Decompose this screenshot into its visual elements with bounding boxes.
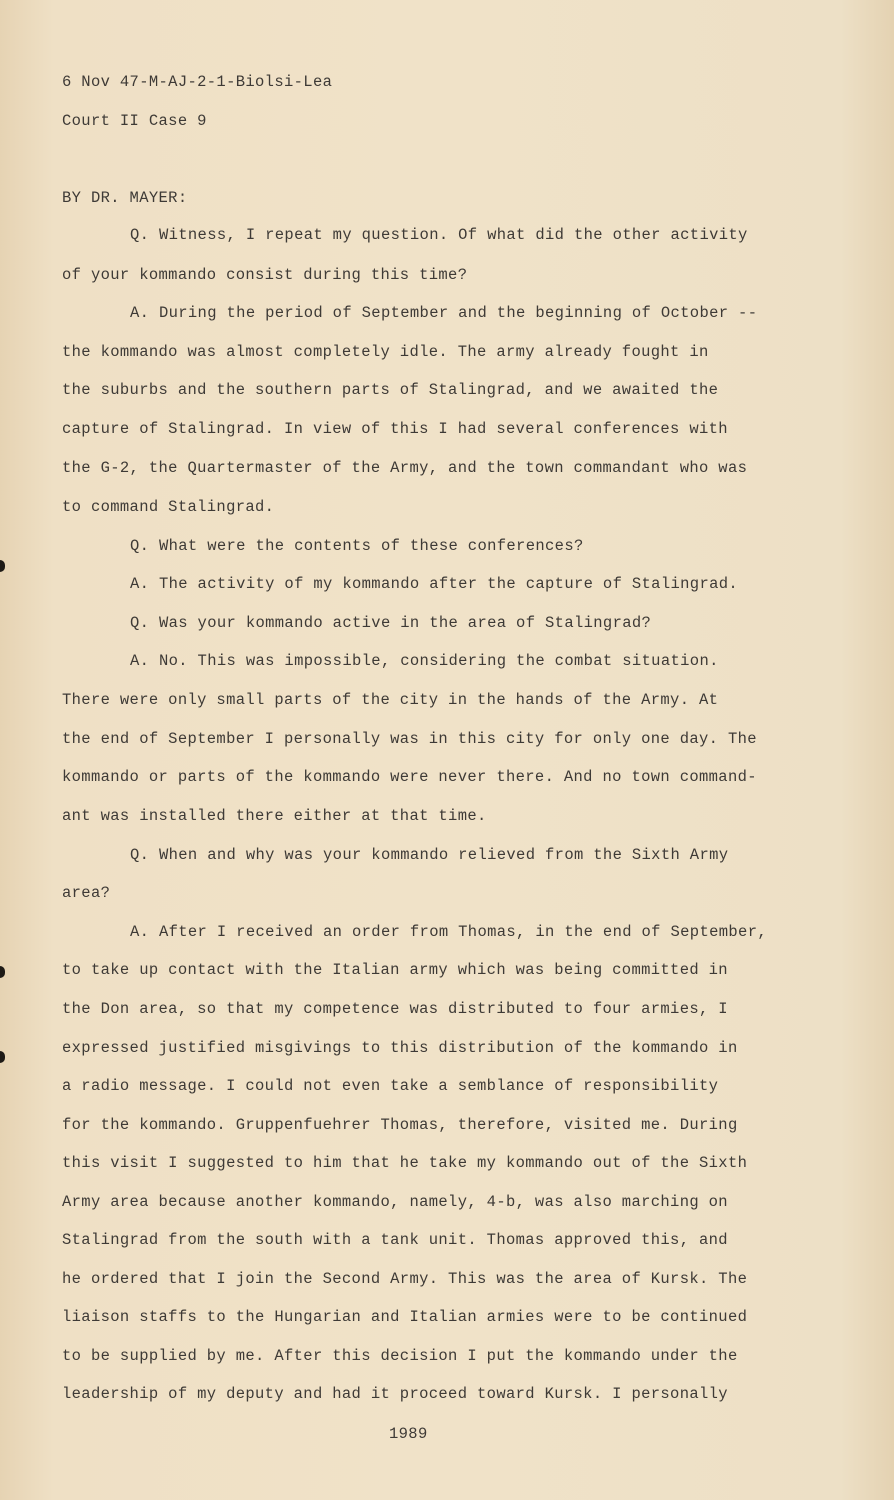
transcript-line: of your kommando consist during this time?: [62, 266, 468, 284]
transcript-line: Stalingrad from the south with a tank unit. Thomas approved this, and: [62, 1231, 728, 1249]
transcript-line: the kommando was almost completely idle. The army already fought in: [62, 343, 709, 361]
transcript-line: ant was installed there either at that time.: [62, 807, 487, 825]
transcript-line: A. The activity of my kommando after the capture of Stalingrad.: [130, 575, 739, 593]
transcript-line: Q. Was your kommando active in the area of Stalingrad?: [130, 614, 652, 632]
transcript-line: to command Stalingrad.: [62, 498, 275, 516]
transcript-line: capture of Stalingrad. In view of this I had several conferences with: [62, 420, 728, 438]
examiner-heading: BY DR. MAYER:: [62, 189, 188, 207]
punch-hole-mark: [0, 1051, 5, 1063]
transcript-line: Army area because another kommando, namely, 4-b, was also marching on: [62, 1193, 728, 1211]
transcript-line: this visit I suggested to him that he take my kommando out of the Sixth: [62, 1154, 748, 1172]
transcript-line: kommando or parts of the kommando were never there. And no town command-: [62, 768, 757, 786]
transcript-line: Q. When and why was your kommando relieved from the Sixth Army: [130, 846, 729, 864]
transcript-line: A. After I received an order from Thomas, in the end of September,: [130, 923, 767, 941]
page-number: 1989: [389, 1425, 428, 1443]
transcript-line: the end of September I personally was in this city for only one day. The: [62, 730, 757, 748]
transcript-line: leadership of my deputy and had it proceed toward Kursk. I personally: [62, 1385, 728, 1403]
transcript-line: to be supplied by me. After this decision I put the kommando under the: [62, 1347, 738, 1365]
transcript-line: Q. What were the contents of these conferences?: [130, 537, 584, 555]
court-case: Court II Case 9: [62, 112, 207, 130]
transcript-line: he ordered that I join the Second Army. This was the area of Kursk. The: [62, 1270, 748, 1288]
transcript-line: There were only small parts of the city in the hands of the Army. At: [62, 691, 719, 709]
transcript-line: the G-2, the Quartermaster of the Army, and the town commandant who was: [62, 459, 748, 477]
transcript-line: the Don area, so that my competence was distributed to four armies, I: [62, 1000, 728, 1018]
transcript-line: the suburbs and the southern parts of Stalingrad, and we awaited the: [62, 381, 719, 399]
transcript-line: area?: [62, 884, 111, 902]
transcript-line: liaison staffs to the Hungarian and Italian armies were to be continued: [62, 1308, 748, 1326]
transcript-line: A. During the period of September and the beginning of October --: [130, 304, 758, 322]
transcript-line: a radio message. I could not even take a semblance of responsibility: [62, 1077, 719, 1095]
transcript-line: A. No. This was impossible, considering the combat situation.: [130, 652, 719, 670]
transcript-line: expressed justified misgivings to this distribution of the kommando in: [62, 1039, 738, 1057]
transcript-line: to take up contact with the Italian army which was being committed in: [62, 961, 728, 979]
transcript-line: Q. Witness, I repeat my question. Of what did the other activity: [130, 226, 748, 244]
punch-hole-mark: [0, 560, 5, 572]
punch-hole-mark: [0, 966, 5, 978]
file-code: 6 Nov 47-M-AJ-2-1-Biolsi-Lea: [62, 73, 333, 91]
transcript-line: for the kommando. Gruppenfuehrer Thomas, therefore, visited me. During: [62, 1116, 738, 1134]
